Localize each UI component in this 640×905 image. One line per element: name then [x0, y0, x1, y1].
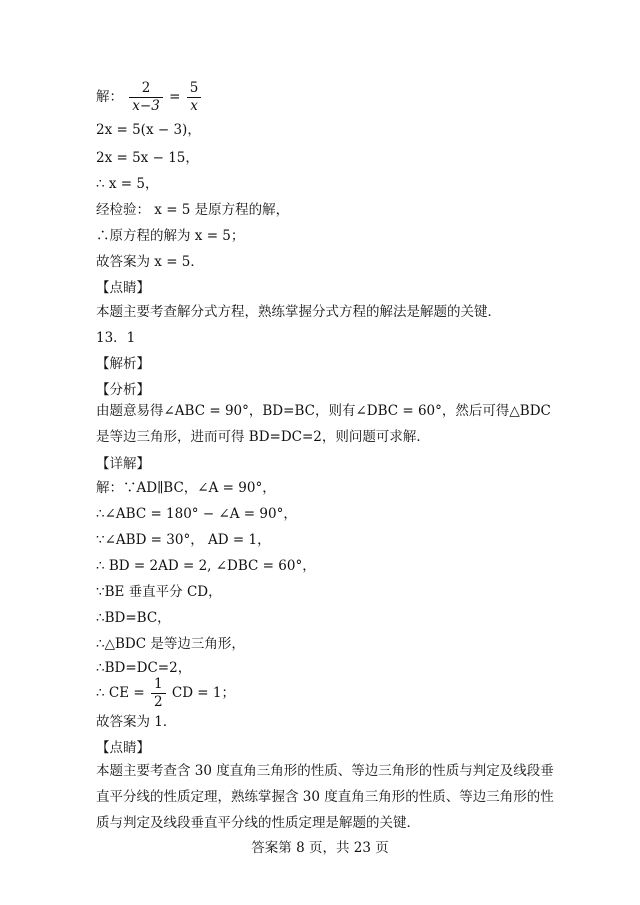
equation-line-2: 2x = 5(x − 3)， [96, 122, 201, 138]
equals-sign: = [169, 89, 181, 105]
check-line: 经检验： x = 5 是原方程的解， [96, 202, 290, 218]
detail-line-8: ∴BD=DC=2， [96, 660, 192, 676]
section-heading-comment: 【点睛】 [96, 280, 150, 296]
answer-line: 故答案为 x = 5． [96, 254, 204, 270]
fraction-half [151, 676, 166, 711]
detail-line-2: ∴∠ABC = 180° − ∠A = 90°， [96, 506, 297, 522]
analysis-text: 由题意易得∠ABC = 90°，BD=BC，则有∠DBC = 60°，然后可得△BDC 是等边三角形，进而可得 BD=DC=2，则问题可求解． [96, 403, 551, 445]
fraction-right [187, 80, 202, 115]
section-heading-breakdown: 【分析】 [96, 382, 150, 398]
detail-line-9 [96, 676, 235, 711]
answer-line-2: 故答案为 1． [96, 714, 177, 730]
fraction-left [129, 80, 163, 115]
page-footer: 答案第 8 页，共 23 页 [251, 840, 389, 856]
fraction-numerator: 1 [151, 676, 166, 694]
detail-line-4: ∴ BD = 2AD = 2, ∠DBC = 60°， [96, 558, 316, 574]
equation-line-4: ∴ x = 5， [96, 176, 159, 192]
detail-line-5: ∵BE 垂直平分 CD， [96, 584, 222, 600]
equation-line-3: 2x = 5x − 15， [96, 150, 199, 166]
solution-label: 解： [96, 89, 123, 105]
fraction-numerator: 5 [187, 80, 202, 98]
detail-line-1: 解：∵AD∥BC，∠A = 90°， [96, 480, 276, 496]
section-heading-analysis: 【解析】 [96, 356, 150, 372]
comment-text-2: 本题主要考查含 30 度直角三角形的性质、等边三角形的性质与判定及线段垂直平分线的性质定理，熟练掌握含 30 度直角三角形的性质、等边三角形的性质与判定及线段垂直平分线的性质定理是解题的关键． [96, 763, 554, 831]
section-heading-details: 【详解】 [96, 456, 150, 472]
fraction-denominator: x−3 [132, 98, 160, 114]
fraction-denominator: x [190, 98, 198, 114]
detail-line-3: ∵∠ABD = 30°， AD = 1， [96, 532, 271, 548]
section-heading-comment-2: 【点睛】 [96, 740, 150, 756]
solution-line: ∴原方程的解为 x = 5； [96, 228, 245, 244]
detail-line-7: ∴△BDC 是等边三角形， [96, 636, 245, 652]
fraction-denominator: 2 [153, 694, 163, 710]
ce-suffix: CD = 1； [171, 685, 235, 701]
comment-text: 本题主要考查解分式方程，熟练掌握分式方程的解法是解题的关键． [96, 304, 501, 320]
fraction-numerator: 2 [129, 80, 163, 98]
ce-prefix: ∴ CE = [96, 685, 149, 701]
question-number: 13．1 [96, 330, 136, 346]
equation-line-1 [96, 80, 203, 115]
detail-line-6: ∴BD=BC， [96, 610, 171, 626]
